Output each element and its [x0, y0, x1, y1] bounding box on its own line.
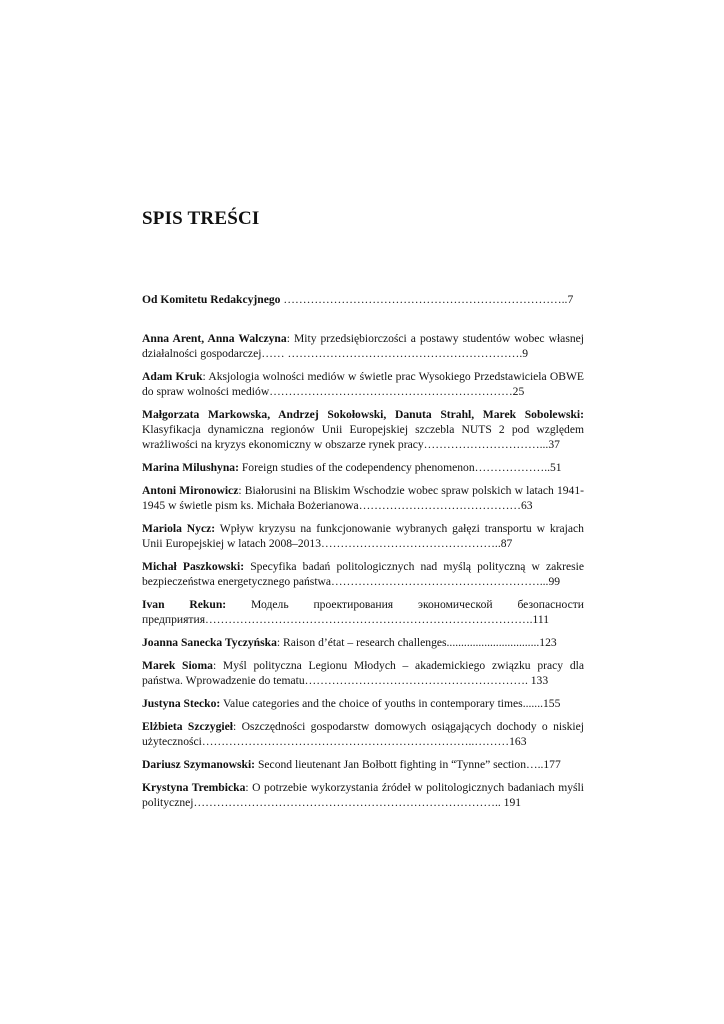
toc-separator: : — [238, 484, 245, 497]
toc-title: Second lieutenant Jan Bołbott fighting in “Tynne” section…..177 — [257, 758, 561, 771]
toc-entry — [142, 331, 584, 361]
toc-author: Marina Milushyna: — [142, 461, 239, 474]
toc-author: Krystyna Trembicka — [142, 781, 246, 794]
toc-author: Małgorzata Markowska, Andrzej Sokołowski, Danuta Strahl, Marek Sobolewski: — [142, 408, 584, 421]
toc-title: Aksjologia wolności mediów w świetle prac Wysokiego Przedstawiciela OBWE do spraw wolności mediów………………………………………………………25 — [142, 370, 585, 398]
toc-title: Mity przedsiębiorczości a postawy studentów wobec własnej działalności gospodarczej…… …………………………………………………….9 — [142, 332, 585, 360]
toc-separator — [226, 598, 251, 611]
toc-entry — [142, 757, 584, 772]
toc-author: Adam Kruk — [142, 370, 203, 383]
toc-author: Joanna Sanecka Tyczyńska — [142, 636, 277, 649]
toc-author: Marek Sioma — [142, 659, 213, 672]
toc-author: Mariola Nycz: — [142, 522, 216, 535]
toc-entry — [142, 483, 584, 513]
page-title: SPIS TREŚCI — [142, 208, 260, 229]
toc-separator: : — [276, 636, 283, 649]
toc-title: Specyfika badań politologicznych nad myślą polityczną w zakresie bezpieczeństwa energetycznego państwa………………………………………………...99 — [142, 560, 584, 588]
toc-separator: : — [286, 332, 294, 345]
toc-title: Foreign studies of the codependency phenomenon………………..51 — [241, 461, 562, 474]
toc-entry — [142, 292, 584, 307]
toc-author: Ivan Rekun: — [142, 598, 227, 611]
toc-title: Oszczędności gospodarstw domowych osiągających dochody o niskiej użyteczności……………………………………………………………..………163 — [142, 720, 584, 748]
toc-separator: : — [232, 720, 242, 733]
toc-title: ………………………………………………………………..7 — [283, 293, 574, 306]
toc-separator: : — [212, 659, 223, 672]
toc-title: Myśl polityczna Legionu Młodych – akademickiego związku pracy dla państwa. Wprowadzenie do tematu…………………………………………………. 133 — [142, 659, 584, 687]
toc-entry — [142, 559, 584, 589]
toc-entry — [142, 460, 584, 475]
toc-entry — [142, 369, 584, 399]
toc-title: Raison d’état – research challenges................................123 — [283, 636, 557, 649]
toc-author: Justyna Stecko: — [142, 697, 221, 710]
toc-separator: : — [245, 781, 253, 794]
toc-title: Модель проектирования экономической безопасности предприятия………………………………………………………………………….111 — [142, 598, 584, 626]
toc-author: Anna Arent, Anna Walczyna — [142, 332, 287, 345]
toc-entry — [142, 696, 584, 711]
toc-author: Od Komitetu Redakcyjnego — [142, 293, 281, 306]
toc-separator: : — [202, 370, 209, 383]
toc-title: Białorusini na Bliskim Wschodzie wobec spraw polskich w latach 1941-1945 w świetle pism ks. Michała Bożerianowa……………………………………63 — [142, 484, 585, 512]
toc-author: Dariusz Szymanowski: — [142, 758, 256, 771]
toc-entry — [142, 719, 584, 749]
toc-title: Value categories and the choice of youths in contemporary times.......155 — [222, 697, 561, 710]
toc-entry — [142, 597, 584, 627]
toc-title: Klasyfikacja dynamiczna regionów Unii Europejskiej szczebla NUTS 2 pod względem wrażliwości na kryzys ekonomiczny w obszarze rynek pracy…………………………...37 — [142, 423, 584, 451]
toc-author: Antoni Mironowicz — [142, 484, 239, 497]
table-of-contents — [142, 292, 584, 818]
toc-title: Wpływ kryzysu na funkcjonowanie wybranych gałęzi transportu w krajach Unii Europejskiej w latach 2008–2013………………………………………..87 — [142, 522, 584, 550]
toc-author: Elżbieta Szczygieł — [142, 720, 233, 733]
toc-entry — [142, 521, 584, 551]
toc-entry — [142, 658, 584, 688]
toc-author: Michał Paszkowski: — [142, 560, 245, 573]
toc-entry — [142, 780, 584, 810]
toc-entry — [142, 635, 584, 650]
toc-entry — [142, 407, 584, 452]
toc-title: O potrzebie wykorzystania źródeł w politologicznych badaniach myśli politycznej…………………………………………………………………….. 191 — [142, 781, 584, 809]
